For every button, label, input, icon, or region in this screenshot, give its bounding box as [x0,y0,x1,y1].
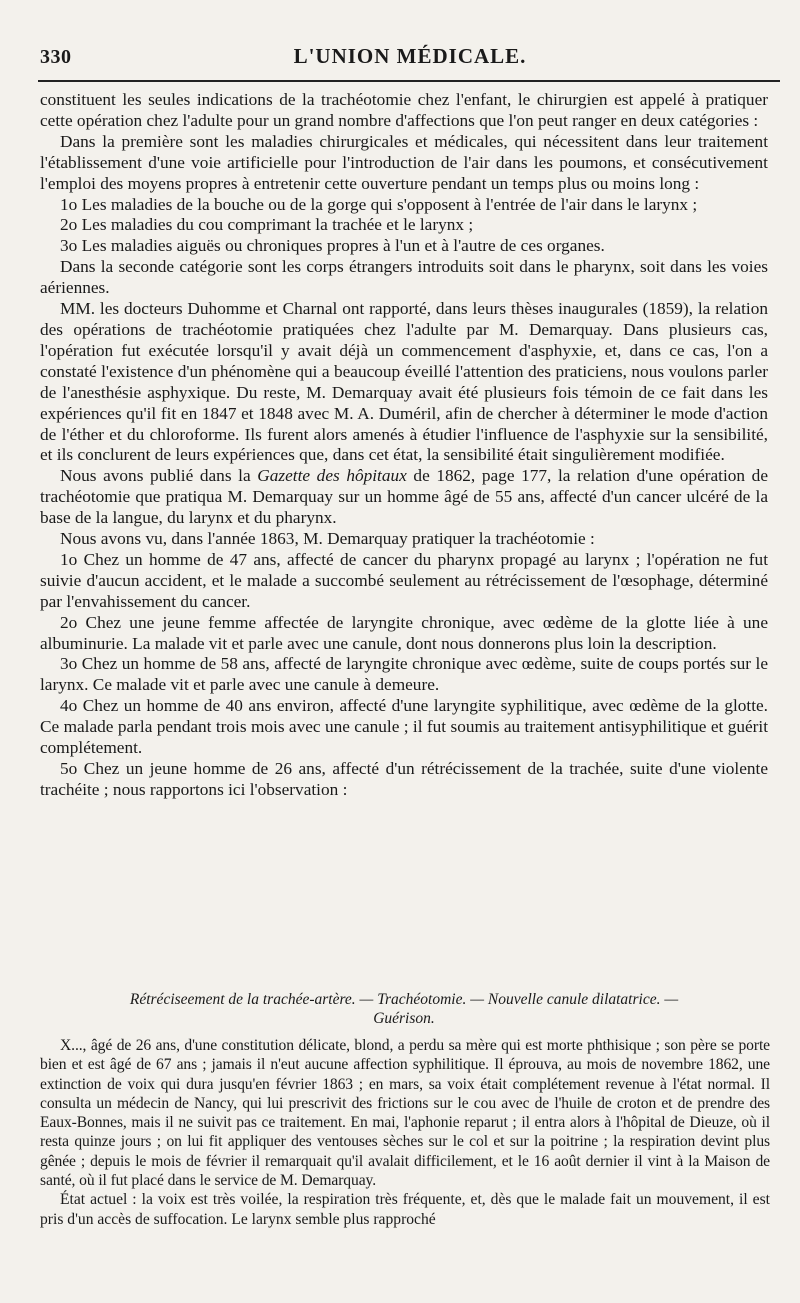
case-item: 2o Chez une jeune femme affectée de laryngite chronique, avec œdème de la glotte liée à une albuminurie. La malade vit et parle avec une canule, dont nous donnerons plus loin la description. [40,612,768,653]
paragraph: constituent les seules indications de la trachéotomie chez l'enfant, le chirurgien est appelé à pratiquer cette opération chez l'adulte pour un grand nombre d'affections que l'on peut ranger en deux catégories : [40,90,768,130]
observation-body [40,1036,770,1229]
header-rule [38,80,780,82]
paragraph [40,466,768,529]
observation-title [40,990,768,1028]
running-header [40,44,780,74]
list-item: 3o Les maladies aiguës ou chroniques propres à l'un et à l'autre de ces organes. [60,236,605,256]
journal-citation: Gazette des hôpitaux [257,466,407,486]
page-number: 330 [40,46,72,68]
paragraph: Dans la seconde catégorie sont les corps étrangers introduits soit dans le pharynx, soit dans les voies aériennes. [40,257,768,298]
article-body [40,90,768,801]
paragraph: MM. les docteurs Duhomme et Charnal ont rapporté, dans leurs thèses inaugurales (1859), la relation des opérations de trachéotomie pratiquées chez l'adulte par M. Demarquay. Dans plusieurs cas, l'opération fut exécutée lorsqu'il y avait déjà un commencement d'asphyxie, et, dans ce cas, l'on a constaté l'existence d'un phénomène qui a beaucoup éveillé l'attention des praticiens, nous voulons parler de l'anesthésie asphyxique. Du reste, M. Demarquay avait été plusieurs fois témoin de ce fait dans les expériences qu'il fit en 1847 et 1848 avec M. A. Duméril, afin de chercher à déterminer le mode d'action de l'éther et du chloroforme. Ils furent alors amenés à étudier l'influence de l'asphyxie sur la sensibilité, et ils conclurent de leurs expériences que, dans cet état, la sensibilité était singulièrement modifiée. [40,299,768,465]
paragraph: Nous avons vu, dans l'année 1863, M. Demarquay pratiquer la trachéotomie : [60,529,595,549]
list-item: 1o Les maladies de la bouche ou de la gorge qui s'opposent à l'entrée de l'air dans le larynx ; [60,194,698,214]
case-item: 3o Chez un homme de 58 ans, affecté de laryngite chronique avec œdème, suite de coups portés sur le larynx. Ce malade vit et parle avec une canule à demeure. [40,654,768,695]
observation-title-line: Guérison. [373,1010,435,1027]
case-item: 1o Chez un homme de 47 ans, affecté de cancer du pharynx propagé au larynx ; l'opération ne fut suivie d'aucun accident, et le malade a succombé seulement au rétrécissement de l'œsophage, déterminé par l'envahissement du cancer. [40,549,768,611]
paragraph-text: de 1862, page 177, la relation d'une opération de trachéotomie que pratiqua M. Demarquay sur un homme âgé de 55 ans, affecté d'un cancer ulcéré de la base de la langue, du larynx et du pharynx. [40,466,768,528]
case-item: 5o Chez un jeune homme de 26 ans, affecté d'un rétrécissement de la trachée, suite d'une violente trachéite ; nous rapportons ici l'observation : [40,759,768,799]
paragraph-text: Nous avons publié dans la [60,466,258,486]
paragraph: X..., âgé de 26 ans, d'une constitution délicate, blond, a perdu sa mère qui est morte phthisique ; son père se porte bien et est âgé de 67 ans ; jamais il n'eut aucune affection syphilitique. Il éprouva, au mois de novembre 1862, une extinction de voix qui dura jusqu'en février 1863 ; en mars, sa voix était complétement revenue à l'état normal. Il consulta un médecin de Nancy, qui lui prescrivit des frictions sur le cou avec de l'huile de croton et de prendre des Eaux-Bonnes, mais il ne suivit pas ce traitement. En mai, l'aphonie reparut ; il entra alors à l'hôpital de Dieuze, où il resta quinze jours ; on lui fit appliquer des ventouses sèches sur le col et sur la poitrine ; la respiration devint plus gênée ; depuis le mois de février il remarquait qu'il avalait difficilement, et le 16 août dernier il vint à la Maison de santé, où il fut placé dans le service de M. Demarquay. [40,1037,770,1190]
paragraph: Dans la première sont les maladies chirurgicales et médicales, qui nécessitent dans leur traitement l'établissement d'une voie artificielle pour l'introduction de l'air dans les poumons, et consécutivement l'emploi des moyens propres à entretenir cette ouverture pendant un temps plus ou moins long : [40,131,768,193]
case-item: 4o Chez un homme de 40 ans environ, affecté d'une laryngite syphilitique, avec œdème de la glotte. Ce malade parla pendant trois mois avec une canule ; il fut soumis au traitement antisyphilitique et guérit complétement. [40,696,768,758]
list-item: 2o Les maladies du cou comprimant la trachée et le larynx ; [60,215,474,235]
journal-title: L'UNION MÉDICALE. [293,44,527,68]
paragraph: État actuel : la voix est très voilée, la respiration très fréquente, et, dès que le malade fait un mouvement, il est pris d'un accès de suffocation. Le larynx semble plus rapproché [40,1191,770,1228]
observation-title-line: Rétréciseement de la trachée-artère. — Trachéotomie. — Nouvelle canule dilatatrice. — [129,991,679,1008]
